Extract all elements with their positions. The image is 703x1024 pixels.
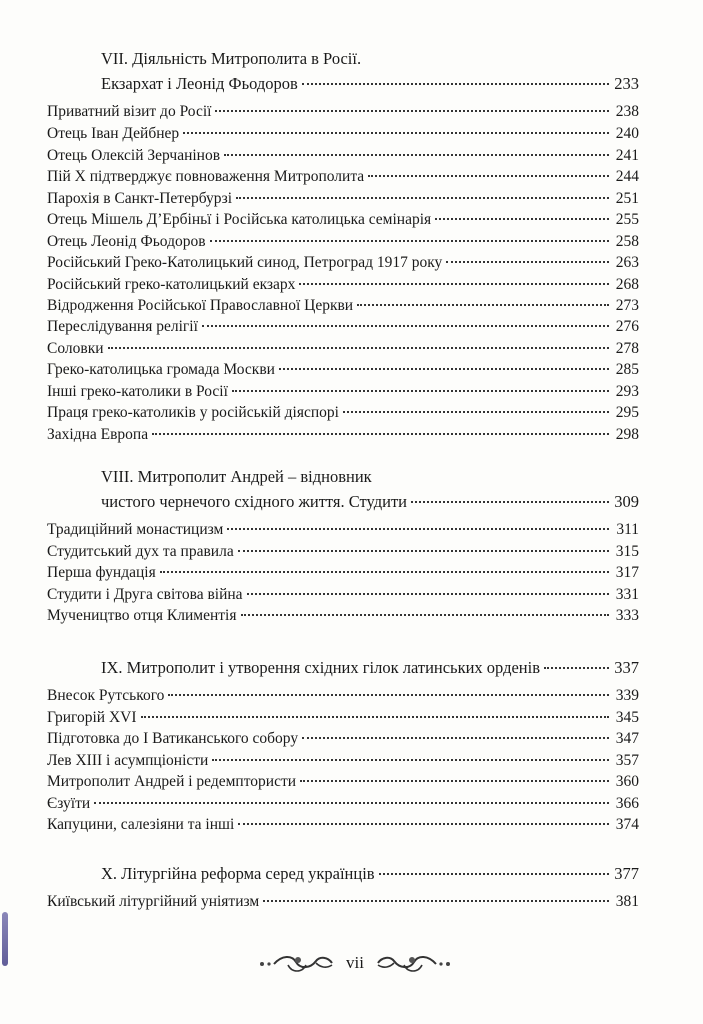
toc-page-number: 337 (614, 658, 639, 677)
toc-label: Соловки (47, 340, 104, 357)
leader-dots (300, 780, 609, 782)
toc-page-number: 309 (614, 492, 639, 511)
toc-label: Митрополит Андрей і редемптористи (47, 773, 297, 790)
chapter-7-title: VII. Діяльність Митрополита в Росії. (101, 49, 362, 68)
page-footer (250, 950, 460, 976)
chapter-8-title: VIII. Митрополит Андрей – відновник (101, 467, 372, 486)
toc-label: Греко-католицька громада Москви (47, 361, 275, 378)
toc-item[interactable] (47, 520, 639, 540)
leader-dots (368, 175, 609, 177)
leader-dots (263, 900, 609, 902)
toc-page-number: 233 (614, 74, 639, 93)
toc-label: IX. Митрополит і утворення східних гілок латинських орденів (101, 658, 541, 677)
leader-dots (241, 614, 610, 616)
leader-dots (232, 390, 609, 392)
toc-item[interactable] (47, 167, 639, 187)
toc-item[interactable] (47, 403, 639, 423)
leader-dots (108, 347, 609, 349)
toc-page-number: 240 (615, 125, 639, 142)
toc-page-number: 258 (615, 233, 639, 250)
toc-page-number: 357 (615, 752, 639, 769)
toc-page-number: 273 (615, 297, 639, 314)
toc-label: Праця греко-католиків у російській діяспорі (47, 404, 339, 421)
leader-dots (212, 759, 609, 761)
leader-dots (238, 823, 609, 825)
leader-dots (544, 667, 609, 669)
toc-label: Підготовка до І Ватиканського собору (47, 730, 299, 747)
toc-page-number: 263 (615, 254, 639, 271)
toc-page-number: 360 (615, 773, 639, 790)
toc-item[interactable] (47, 360, 639, 380)
toc-item[interactable] (47, 542, 639, 562)
toc-item[interactable] (47, 708, 639, 728)
toc-item[interactable] (47, 585, 639, 605)
toc-item[interactable] (47, 124, 639, 144)
chapter-10-entry[interactable] (101, 864, 639, 884)
leader-dots (411, 501, 609, 503)
toc-label: Київський літургійний уніятизм (47, 893, 260, 910)
toc-label: Отець Мішель Д’Ербіньї і Російська католицька семінарія (47, 211, 432, 228)
toc-label: Парохія в Санкт-Петербурзі (47, 190, 233, 207)
toc-item[interactable] (47, 686, 639, 706)
leader-dots (141, 716, 609, 718)
chapter-9-entry[interactable] (101, 658, 639, 678)
leader-dots (227, 528, 609, 530)
toc-label: Григорій XVI (47, 709, 137, 726)
toc-label: Переслідування релігії (47, 318, 198, 335)
toc-item[interactable] (47, 729, 639, 749)
toc-page-number: 377 (614, 864, 639, 883)
toc-item[interactable] (47, 253, 639, 273)
toc-page-number: 317 (615, 564, 639, 581)
toc-item[interactable] (47, 382, 639, 402)
leader-dots (202, 325, 609, 327)
toc-item[interactable] (47, 751, 639, 771)
toc-item[interactable] (47, 232, 639, 252)
leader-dots (160, 571, 609, 573)
leader-dots (210, 240, 609, 242)
toc-page-number: 241 (615, 147, 639, 164)
toc-item[interactable] (47, 425, 639, 445)
toc-label: чистого чернечого східного життя. Студити (101, 492, 407, 511)
toc-item[interactable] (47, 102, 639, 122)
toc-page-number: 345 (615, 709, 639, 726)
toc-item[interactable] (47, 563, 639, 583)
toc-label: Традиційний монастицизм (47, 521, 224, 538)
toc-label: Екзархат і Леонід Фьодоров (101, 74, 298, 93)
toc-page-number: 285 (615, 361, 639, 378)
leader-dots (379, 873, 609, 875)
ornament-left-icon (258, 951, 336, 975)
toc-page-number: 276 (615, 318, 639, 335)
toc-page-number: 366 (615, 795, 639, 812)
toc-page-number: 339 (615, 687, 639, 704)
toc-page-number: 268 (615, 276, 639, 293)
toc-label: Капуцини, салезіяни та інші (47, 816, 235, 833)
chapter-8-entry[interactable] (101, 492, 639, 512)
toc-item[interactable] (47, 210, 639, 230)
toc-label: Інші греко-католики в Росії (47, 383, 228, 400)
toc-page-number: 255 (615, 211, 639, 228)
toc-label: Приватний візит до Росії (47, 103, 212, 120)
toc-page-number: 315 (615, 543, 639, 560)
toc-page-number: 278 (615, 340, 639, 357)
toc-page-number: 293 (615, 383, 639, 400)
toc-label: Пій Х підтверджує повноваження Митрополита (47, 168, 365, 185)
toc-label: Отець Олексій Зерчанінов (47, 147, 221, 164)
toc-item[interactable] (47, 189, 639, 209)
toc-page-number: 244 (615, 168, 639, 185)
toc-item[interactable] (47, 606, 639, 626)
leader-dots (215, 110, 609, 112)
toc-page-number: 374 (615, 816, 639, 833)
leader-dots (183, 132, 609, 134)
toc-label: Відродження Російської Православної Церкви (47, 297, 354, 314)
leader-dots (279, 368, 609, 370)
toc-page-number: 251 (615, 190, 639, 207)
toc-item[interactable] (47, 892, 639, 912)
toc-label: Лев XIII і асумпціоністи (47, 752, 209, 769)
toc-item[interactable] (47, 296, 639, 316)
leader-dots (302, 737, 609, 739)
scan-edge-mark (2, 912, 8, 966)
toc-label: Західна Европа (47, 426, 149, 443)
toc-page-number: 347 (615, 730, 639, 747)
leader-dots (299, 283, 609, 285)
toc-label: Студитський дух та правила (47, 543, 234, 560)
toc-item[interactable] (47, 815, 639, 835)
toc-label: Х. Літургійна реформа серед українців (101, 864, 375, 883)
leader-dots (357, 304, 609, 306)
toc-item[interactable] (47, 146, 639, 166)
leader-dots (224, 154, 609, 156)
toc-item[interactable] (47, 275, 639, 295)
toc-label: Російський Греко-Католицький синод, Петроград 1917 року (47, 254, 443, 271)
page-folio: vii (346, 953, 364, 972)
toc-label: Внесок Рутського (47, 687, 165, 704)
toc-page-number: 333 (615, 607, 639, 624)
toc-page-number: 311 (616, 521, 639, 538)
leader-dots (94, 802, 609, 804)
leader-dots (238, 550, 609, 552)
leader-dots (435, 218, 609, 220)
toc-page-number: 238 (615, 103, 639, 120)
toc-label: Єзуїти (47, 795, 91, 812)
toc-page-number: 295 (615, 404, 639, 421)
leader-dots (343, 411, 609, 413)
toc-label: Російський греко-католицький екзарх (47, 276, 296, 293)
toc-label: Студити і Друга світова війна (47, 586, 243, 603)
chapter-7-entry[interactable] (101, 74, 639, 94)
ornament-right-icon (374, 951, 452, 975)
leader-dots (168, 694, 609, 696)
leader-dots (236, 197, 609, 199)
toc-label: Отець Іван Дейбнер (47, 125, 180, 142)
toc-page-number: 331 (615, 586, 639, 603)
leader-dots (446, 261, 609, 263)
toc-label: Перша фундація (47, 564, 156, 581)
toc-item[interactable] (47, 772, 639, 792)
toc-label: Отець Леонід Фьодоров (47, 233, 206, 250)
toc-page-number: 381 (615, 893, 639, 910)
leader-dots (247, 593, 609, 595)
toc-page-number: 298 (615, 426, 639, 443)
toc-label: Мучеництво отця Климентія (47, 607, 237, 624)
toc-item[interactable] (47, 317, 639, 337)
toc-item[interactable] (47, 794, 639, 814)
leader-dots (302, 83, 609, 85)
leader-dots (152, 433, 609, 435)
toc-item[interactable] (47, 339, 639, 359)
